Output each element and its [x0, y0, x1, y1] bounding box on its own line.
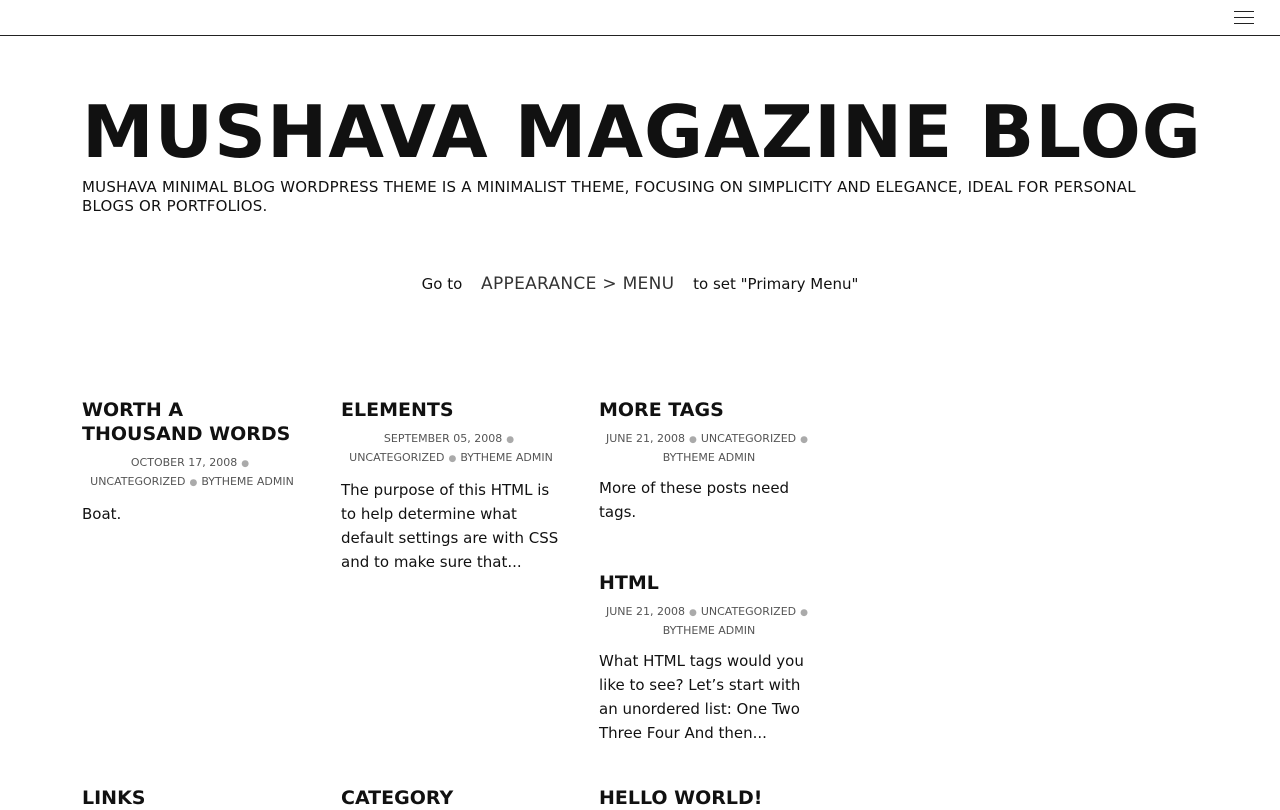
post-meta: [82, 454, 302, 492]
post-category[interactable]: UNCATEGORIZED: [349, 451, 445, 464]
post-title[interactable]: HTML: [599, 572, 659, 594]
post-date[interactable]: JUNE 21, 2008: [605, 432, 685, 445]
post-author[interactable]: BYTHEME ADMIN: [662, 451, 756, 464]
separator-dot-icon: ●: [800, 608, 808, 618]
post-date[interactable]: SEPTEMBER 05, 2008: [383, 432, 503, 445]
post-author[interactable]: BYTHEME ADMIN: [460, 451, 553, 464]
post-title[interactable]: WORTH A THOUSAND WORDS: [82, 399, 291, 445]
post-card: [82, 398, 302, 526]
post-card: [82, 786, 302, 810]
appearance-menu-link[interactable]: APPEARANCE > MENU: [481, 274, 675, 294]
post-meta: [599, 603, 819, 639]
post-card: [599, 571, 819, 745]
post-excerpt: More of these posts need tags.: [599, 479, 790, 521]
post-date[interactable]: OCTOBER 17, 2008: [130, 456, 238, 469]
separator-dot-icon: ●: [688, 435, 697, 445]
menu-hint: [0, 274, 1280, 294]
post-card: [599, 786, 819, 810]
post-excerpt: The purpose of this HTML is to help determine what default settings are with CSS and to make sure that...: [341, 481, 559, 571]
hamburger-line: [1234, 23, 1254, 24]
post-category[interactable]: UNCATEGORIZED: [90, 475, 186, 488]
post-excerpt: Boat.: [82, 505, 122, 523]
separator-dot-icon: ●: [448, 454, 457, 464]
site-description: MUSHAVA MINIMAL BLOG WORDPRESS THEME IS A MINIMALIST THEME, FOCUSING ON SIMPLICITY AND ELEGANCE, IDEAL FOR PERSONAL BLOGS OR PORTFOLIOS.: [82, 178, 1136, 215]
post-card: [341, 786, 561, 810]
hamburger-line: [1234, 17, 1254, 18]
post-category[interactable]: UNCATEGORIZED: [700, 605, 797, 618]
post-excerpt: What HTML tags would you like to see? Let’s start with an unordered list: One Two Three Four And then...: [599, 652, 804, 742]
separator-dot-icon: ●: [800, 435, 808, 445]
post-title[interactable]: ELEMENTS: [341, 399, 454, 421]
post-author[interactable]: BYTHEME ADMIN: [201, 475, 294, 488]
hamburger-line: [1234, 11, 1254, 12]
separator-dot-icon: ●: [241, 459, 250, 469]
post-meta: [599, 430, 819, 466]
post-title[interactable]: MORE TAGS: [599, 399, 724, 421]
separator-dot-icon: ●: [189, 478, 198, 488]
separator-dot-icon: ●: [688, 608, 697, 618]
post-title[interactable]: CATEGORY: [341, 787, 454, 809]
site-title[interactable]: MUSHAVA MAGAZINE BLOG: [82, 90, 1202, 174]
post-author[interactable]: BYTHEME ADMIN: [662, 624, 756, 637]
post-meta: [341, 430, 561, 468]
post-date[interactable]: JUNE 21, 2008: [605, 605, 685, 618]
menu-hint-suffix: to set "Primary Menu": [693, 275, 859, 293]
post-category[interactable]: UNCATEGORIZED: [700, 432, 797, 445]
post-title[interactable]: HELLO WORLD!: [599, 787, 763, 809]
post-card: [341, 398, 561, 574]
separator-dot-icon: ●: [506, 435, 515, 445]
post-card: [599, 398, 819, 524]
post-title[interactable]: LINKS: [82, 787, 146, 809]
menu-hint-prefix: Go to: [421, 275, 463, 293]
top-bar: [0, 0, 1280, 36]
hamburger-menu-icon[interactable]: [1234, 10, 1254, 25]
